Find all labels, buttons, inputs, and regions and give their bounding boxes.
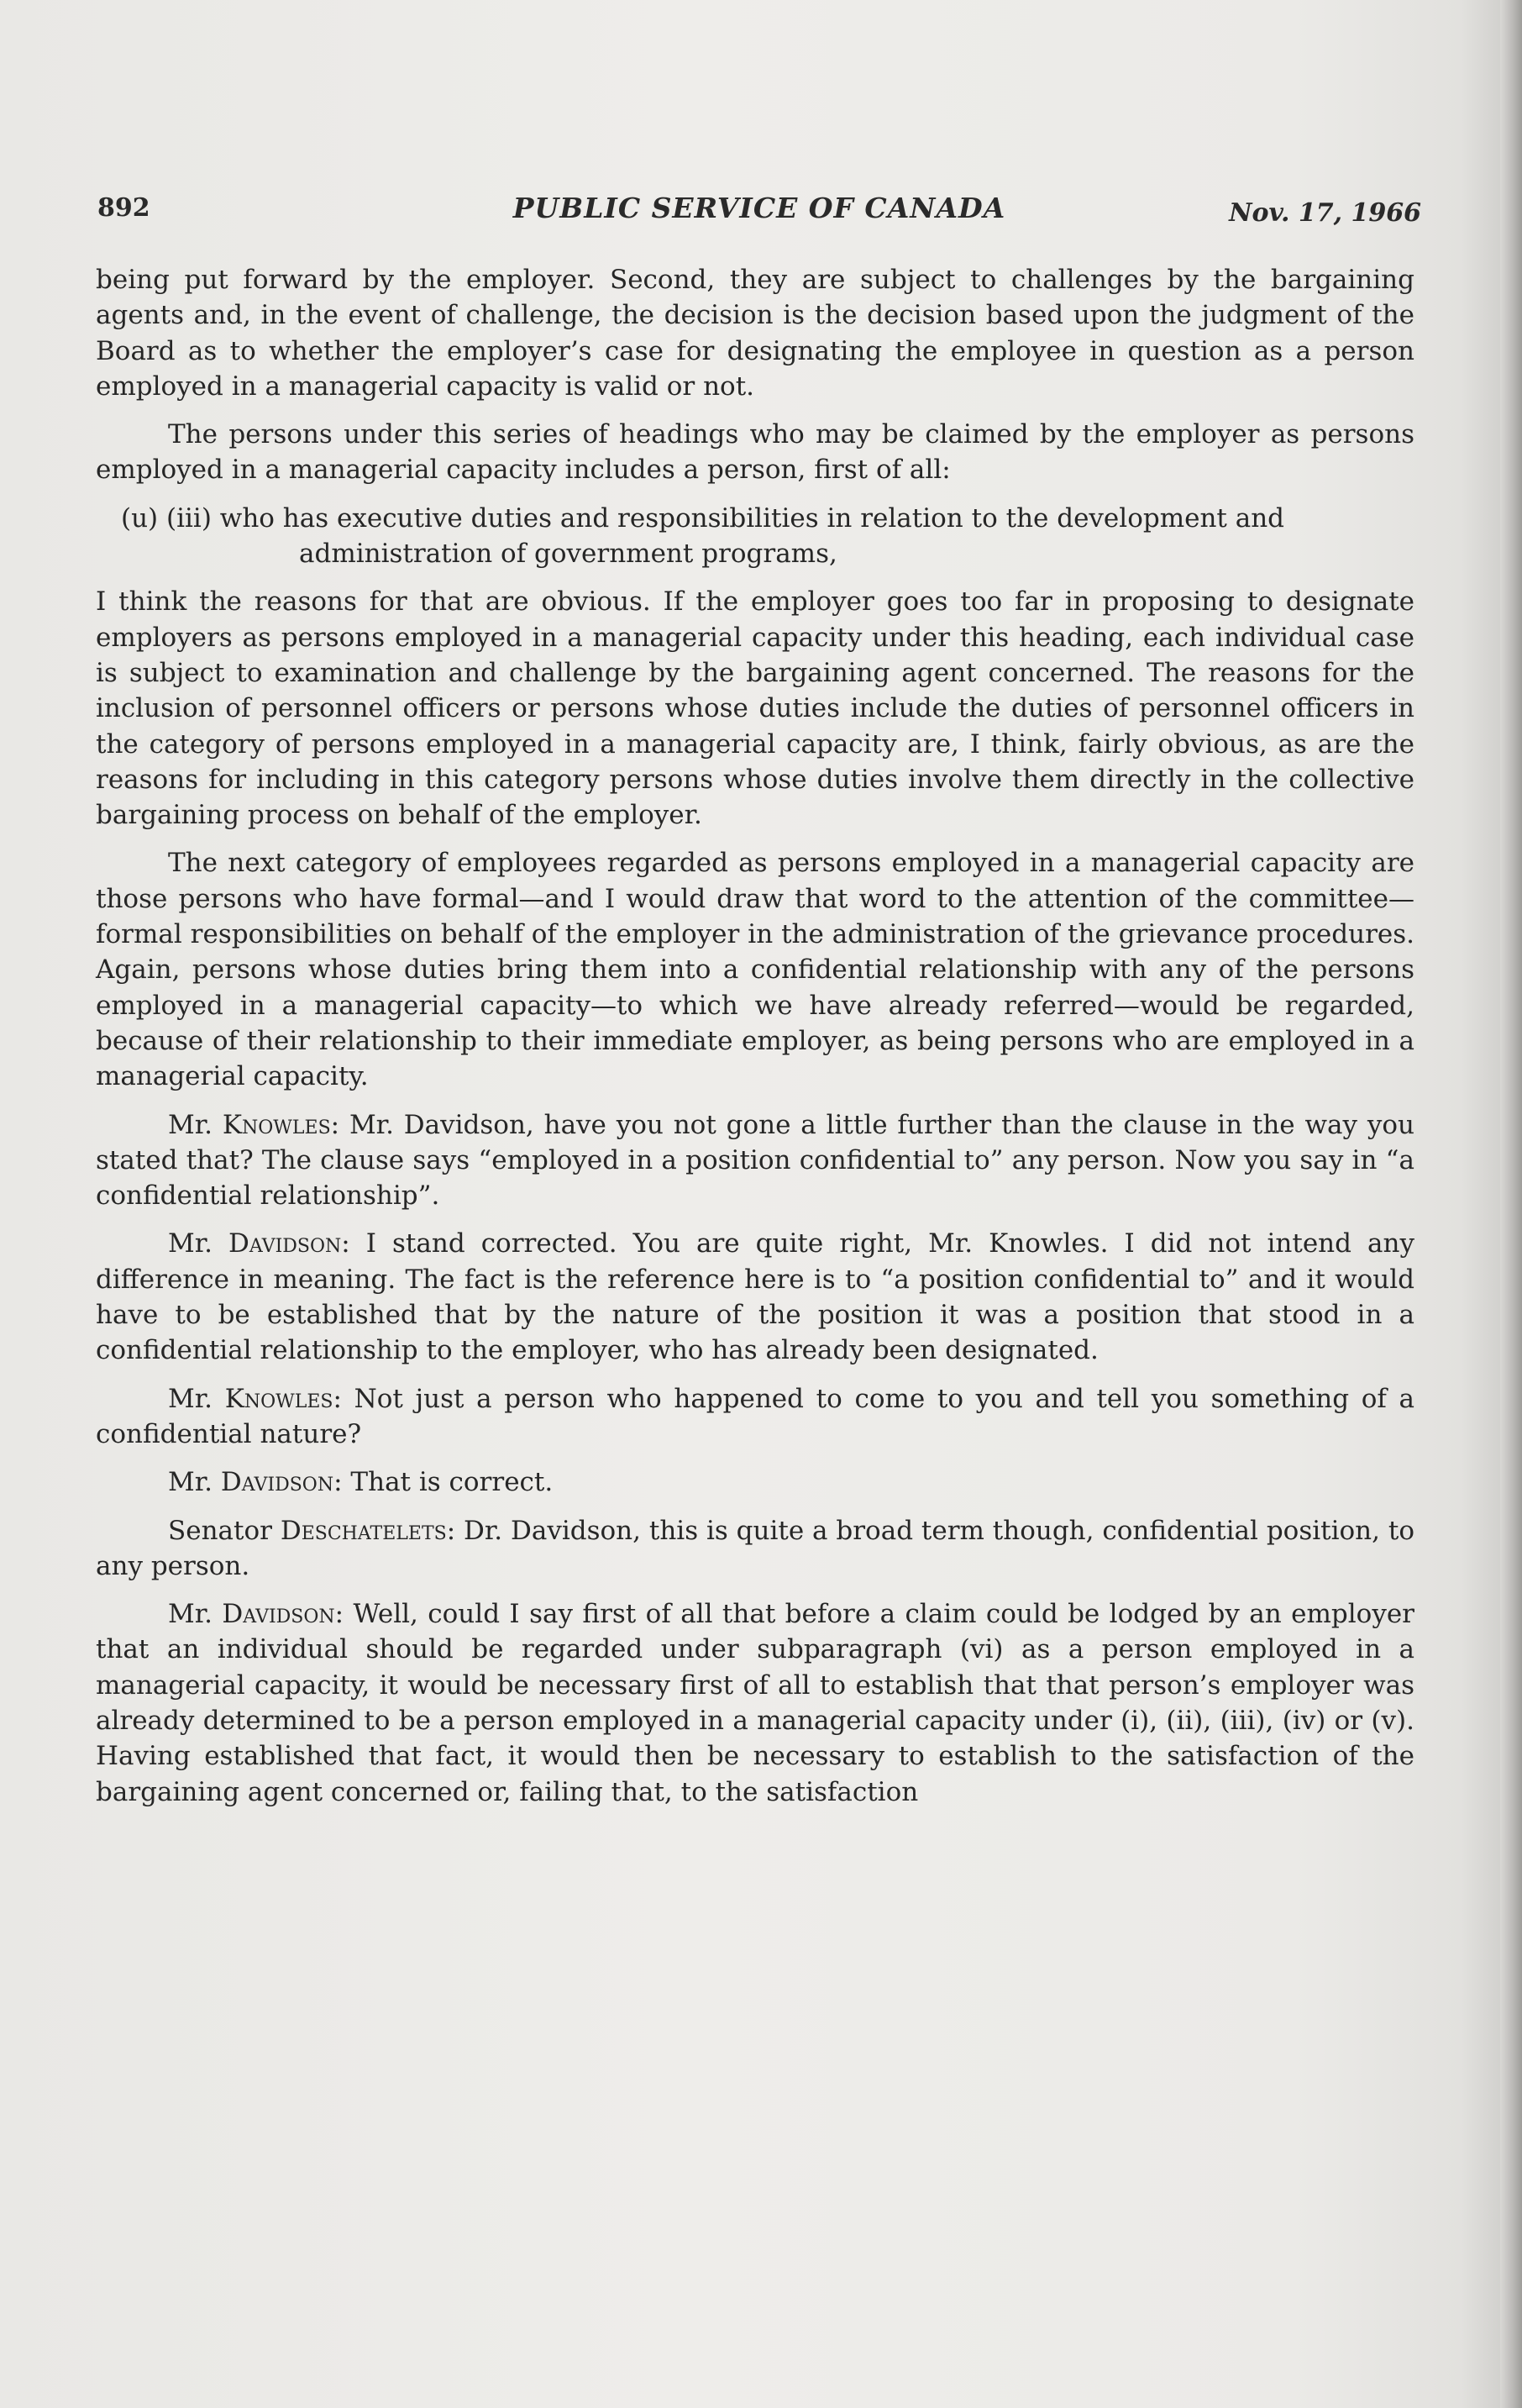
speaker-title: Mr.	[168, 1467, 213, 1498]
paragraph-continuation: being put forward by the employer. Second, they are subject to challenges by the bargaining agents and, in the event of challenge, the decision is the decision based upon the judgment of the Board as to whether the employer’s case for designating the employee in question as a person employed in a managerial capacity is valid or not.	[96, 265, 1414, 402]
speech-paragraph: Senator Deschatelets: Dr. Davidson, this is quite a broad term though, confidential position, to any person.	[96, 1515, 1414, 1581]
page-number: 892	[97, 193, 150, 223]
speaker-title: Senator	[168, 1515, 272, 1546]
speaker-name: Davidson	[220, 1467, 334, 1498]
speech-text: Dr. Davidson, this is quite a broad term though, confidential position, to any person.	[96, 1515, 1414, 1581]
speaker-title: Mr.	[168, 1383, 213, 1414]
speaker-name: Deschatelets	[280, 1515, 447, 1546]
speech-paragraph: Mr. Knowles: Mr. Davidson, have you not gone a little further than the clause in the way you stated that? The clause says “employed in a position confidential to” any person. Now you say in “a confidential relationship”.	[96, 1109, 1414, 1212]
speech-text: Not just a person who happened to come to you and tell you something of a confidential nature?	[96, 1383, 1414, 1449]
speech-paragraph: Mr. Davidson: That is correct.	[168, 1467, 554, 1498]
speech-paragraph: Mr. Knowles: Not just a person who happened to come to you and tell you something of a confidential nature?	[96, 1383, 1414, 1449]
paragraph: The persons under this series of headings who may be claimed by the employer as persons employed in a managerial capacity includes a person, first of all:	[96, 419, 1414, 486]
paragraph-continuation: I think the reasons for that are obvious. If the employer goes too far in proposing to designate employers as persons employed in a managerial capacity under this heading, each individual case is subject to examination and challenge by the bargaining agent concerned. The reasons for the inclusion of personnel officers or persons whose duties include the duties of personnel officers in the category of persons employed in a managerial capacity are, I think, fairly obvious, as are the reasons for including in this category persons whose duties involve them directly in the collective bargaining process on behalf of the employer.	[96, 586, 1414, 831]
speaker-name: Davidson	[228, 1228, 342, 1259]
running-header	[97, 190, 1421, 232]
speaker-name: Knowles	[224, 1383, 333, 1414]
running-title: PUBLIC SERVICE OF CANADA	[512, 192, 1006, 224]
speaker-title: Mr.	[168, 1109, 213, 1140]
book-spine-shadow	[1500, 0, 1522, 2408]
speaker-title: Mr.	[168, 1228, 213, 1259]
body-text	[96, 262, 1414, 1822]
paragraph: The next category of employees regarded as persons employed in a managerial capacity are those persons who have formal—and I would draw that word to the attention of the committee—formal responsibilities on behalf of the employer in the administration of the grievance procedures. Again, persons whose duties bring them into a confidential relationship with any of the persons employed in a managerial capacity—to which we have already referred—would be regarded, because of their relationship to their immediate employer, as being persons who are employed in a managerial capacity.	[96, 848, 1414, 1092]
speech-paragraph: Mr. Davidson: I stand corrected. You are quite right, Mr. Knowles. I did not intend any difference in meaning. The fact is the reference here is to “a position confidential to” and it would have to be established that by the nature of the position it was a position that stood in a confidential relationship to the employer, who has already been designated.	[96, 1228, 1414, 1366]
speech-text: That is correct.	[350, 1467, 554, 1498]
speech-text: Mr. Davidson, have you not gone a little further than the clause in the way you stated that? The clause says “employed in a position confidential to” any person. Now you say in “a confidential relationship”.	[96, 1109, 1414, 1212]
speaker-name: Davidson	[222, 1599, 335, 1630]
header-date: Nov. 17, 1966	[1229, 198, 1421, 228]
block-quote: (u) (iii) who has executive duties and responsibilities in relation to the development and administration of government programs,	[121, 502, 1285, 570]
speech-text: I stand corrected. You are quite right, Mr. Knowles. I did not intend any difference in meaning. The fact is the reference here is to “a position confidential to” and it would have to be established that by the nature of the position it was a position that stood in a confidential relationship to the employer, who has already been designated.	[96, 1228, 1414, 1366]
speech-text: Well, could I say first of all that before a claim could be lodged by an employer that an individual should be regarded under subparagraph (vi) as a person employed in a managerial capacity, it would be necessary first of all to establish that that person’s employer was already determined to be a person employed in a managerial capacity under (i), (ii), (iii), (iv) or (v). Having established that fact, it would then be necessary to establish to the satisfaction of the bargaining agent concerned or, failing that, to the satisfaction	[96, 1599, 1414, 1807]
speaker-name: Knowles	[222, 1109, 331, 1140]
speech-paragraph: Mr. Davidson: Well, could I say first of all that before a claim could be lodged by an employer that an individual should be regarded under subparagraph (vi) as a person employed in a managerial capacity, it would be necessary first of all to establish that that person’s employer was already determined to be a person employed in a managerial capacity under (i), (ii), (iii), (iv) or (v). Having established that fact, it would then be necessary to establish to the satisfaction of the bargaining agent concerned or, failing that, to the satisfaction	[96, 1599, 1414, 1807]
speaker-title: Mr.	[168, 1599, 213, 1630]
